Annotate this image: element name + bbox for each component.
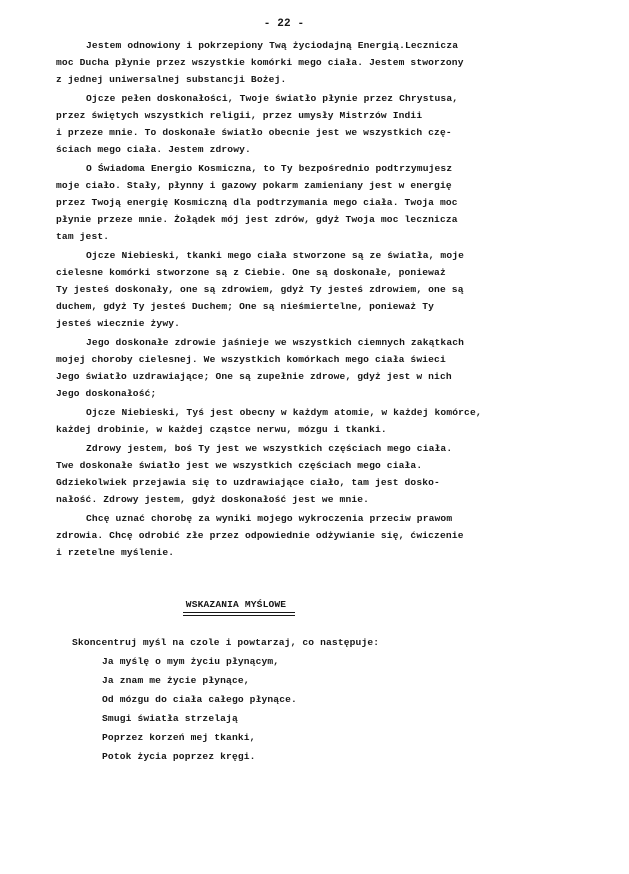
- text-line: Gdziekolwiek przejawia się to uzdrawiające ciało, tam jest dosko-: [56, 477, 440, 488]
- section-heading: WSKAZANIA MYŚLOWE: [185, 599, 287, 610]
- text-line: i przeze mnie. To doskonałe światło obecnie jest we wszystkich czę-: [56, 127, 452, 138]
- text-line: z jednej uniwersalnej substancji Bożej.: [56, 74, 287, 85]
- text-line: O Świadoma Energio Kosmiczna, to Ty bezpośrednio podtrzymujesz: [86, 163, 453, 174]
- text-line: jesteś wiecznie żywy.: [56, 318, 181, 329]
- exercise-line: Od mózgu do ciała całego płynące.: [102, 694, 297, 705]
- text-line: Jestem odnowiony i pokrzepiony Twą życiodajną Energią.Lecznicza: [86, 40, 459, 51]
- text-line: Twe doskonałe światło jest we wszystkich częściach mego ciała.: [56, 460, 423, 471]
- text-line: ściach mego ciała. Jestem zdrowy.: [56, 144, 251, 155]
- heading-underline: [183, 612, 295, 613]
- text-line: nałość. Zdrowy jestem, gdyż doskonałość jest we mnie.: [56, 494, 370, 505]
- text-line: Jego światło uzdrawiające; One są zupełnie zdrowe, gdyż jest w nich: [56, 371, 452, 382]
- text-line: każdej drobinie, w każdej cząstce nerwu, mózgu i tkanki.: [56, 424, 387, 435]
- text-line: duchem, gdyż Ty jesteś Duchem; One są nieśmiertelne, ponieważ Ty: [56, 301, 435, 312]
- text-line: przez Twoją energię Kosmiczną dla podtrzymania mego ciała. Twoja moc: [56, 197, 458, 208]
- text-line: mojej choroby cielesnej. We wszystkich komórkach mego ciała świeci: [56, 354, 446, 365]
- text-line: Ojcze pełen doskonałości, Twoje światło płynie przez Chrystusa,: [86, 93, 459, 104]
- text-line: Jego doskonałość;: [56, 388, 157, 399]
- text-line: Zdrowy jestem, boś Ty jest we wszystkich częściach mego ciała.: [86, 443, 453, 454]
- text-line: płynie przeze mnie. Żołądek mój jest zdrów, gdyż Twoja moc lecznicza: [56, 214, 458, 225]
- text-line: przez świętych wszystkich religii, przez umysły Mistrzów Indii: [56, 110, 423, 121]
- instruction-line: Skoncentruj myśl na czole i powtarzaj, co następuje:: [72, 637, 380, 648]
- exercise-line: Potok życia poprzez kręgi.: [102, 751, 256, 762]
- text-line: i rzetelne myślenie.: [56, 547, 175, 558]
- heading-underline: [183, 615, 295, 616]
- text-line: zdrowia. Chcę odrobić złe przez odpowiednie odżywianie się, ćwiczenie: [56, 530, 464, 541]
- text-line: Chcę uznać chorobę za wyniki mojego wykroczenia przeciw prawom: [86, 513, 453, 524]
- text-line: cielesne komórki stworzone są z Ciebie. One są doskonałe, ponieważ: [56, 267, 446, 278]
- text-line: moje ciało. Stały, płynny i gazowy pokarm zamieniany jest w energię: [56, 180, 452, 191]
- text-line: moc Ducha płynie przez wszystkie komórki mego ciała. Jestem stworzony: [56, 57, 464, 68]
- exercise-line: Smugi światła strzelają: [102, 713, 238, 724]
- text-line: Ty jesteś doskonały, one są zdrowiem, gdyż Ty jesteś zdrowiem, one są: [56, 284, 464, 295]
- page-number: - 22 -: [263, 18, 305, 30]
- text-line: Ojcze Niebieski, tkanki mego ciała stworzone są ze światła, moje: [86, 250, 465, 261]
- text-line: tam jest.: [56, 231, 110, 242]
- text-line: Ojcze Niebieski, Tyś jest obecny w każdym atomie, w każdej komórce,: [86, 407, 482, 418]
- exercise-line: Ja myślę o mym życiu płynącym,: [102, 656, 280, 667]
- exercise-line: Ja znam me życie płynące,: [102, 675, 250, 686]
- text-line: Jego doskonałe zdrowie jaśnieje we wszystkich ciemnych zakątkach: [86, 337, 465, 348]
- exercise-line: Poprzez korzeń mej tkanki,: [102, 732, 256, 743]
